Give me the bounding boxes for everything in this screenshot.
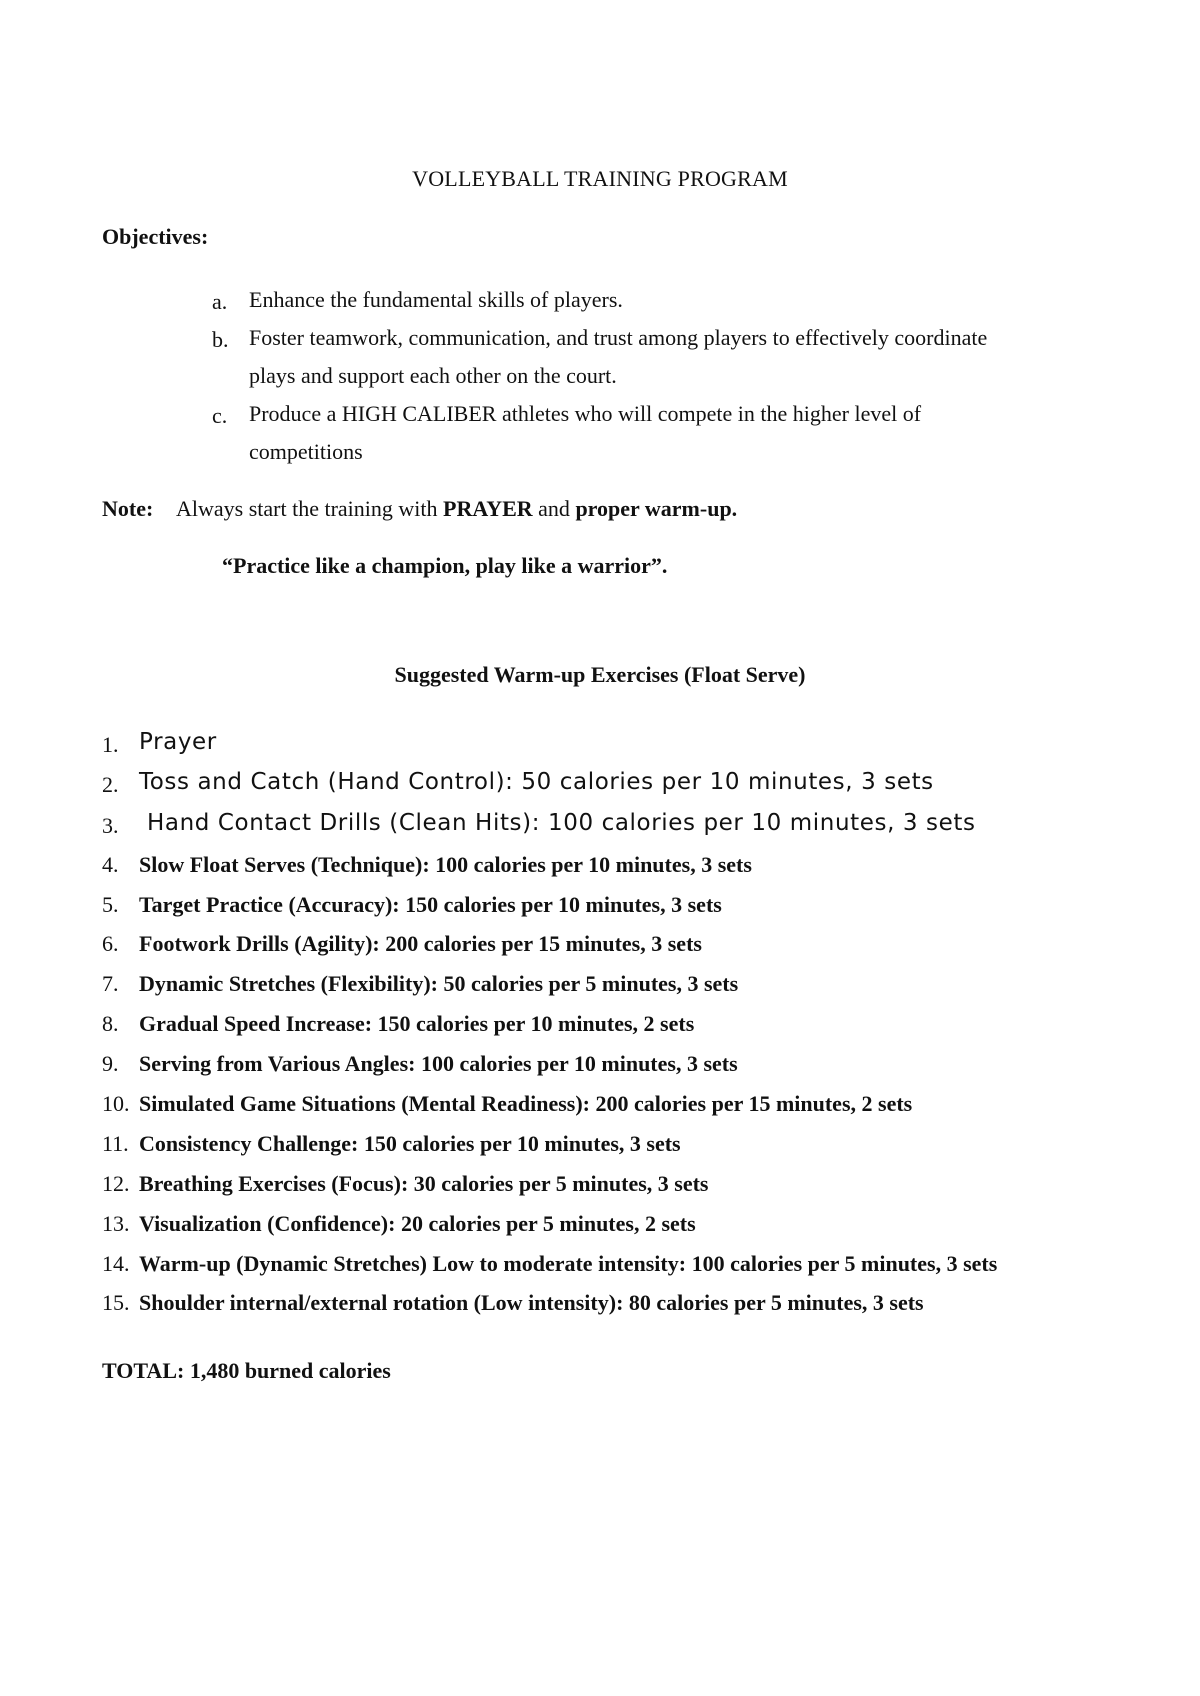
exercise-text: Prayer [139,729,217,755]
objective-marker: a. [212,289,228,314]
exercise-text: Consistency Challenge: 150 calories per 10 minutes, 3 sets [139,1131,681,1156]
exercise-number: 12. [102,1171,130,1196]
note-text [176,496,737,522]
objective-line: Foster teamwork, communication, and trust among players to effectively coordinate [249,325,988,350]
objective-line: competitions [249,439,363,464]
objective-marker: b. [212,327,229,352]
note-emphasis-prayer: PRAYER [443,496,533,521]
note-emphasis-warmup: proper warm-up. [575,496,738,521]
note-text-start: Always start the training with [176,496,444,521]
note-text-middle: and [532,496,576,521]
exercise-number: 8. [102,1011,119,1036]
exercise-number: 14. [102,1251,130,1276]
exercise-text: Dynamic Stretches (Flexibility): 50 calories per 5 minutes, 3 sets [139,971,739,996]
exercise-text: Simulated Game Situations (Mental Readiness): 200 calories per 15 minutes, 2 sets [139,1091,913,1116]
exercise-number: 2. [102,772,119,797]
exercise-text: Slow Float Serves (Technique): 100 calories per 10 minutes, 3 sets [139,852,752,877]
document-title: VOLLEYBALL TRAINING PROGRAM [412,166,788,191]
exercise-number: 13. [102,1211,130,1236]
exercise-text: Serving from Various Angles: 100 calories per 10 minutes, 3 sets [139,1051,738,1076]
objectives-heading: Objectives: [102,224,209,249]
exercise-text: Warm-up (Dynamic Stretches) Low to moderate intensity: 100 calories per 5 minutes, 3 sets [139,1251,998,1276]
exercise-text: Hand Contact Drills (Clean Hits): 100 calories per 10 minutes, 3 sets [147,810,976,836]
exercise-text: Footwork Drills (Agility): 200 calories per 15 minutes, 3 sets [139,931,702,956]
motto-quote: “Practice like a champion, play like a warrior”. [222,553,668,578]
exercise-text: Breathing Exercises (Focus): 30 calories per 5 minutes, 3 sets [139,1171,709,1196]
exercise-text: Toss and Catch (Hand Control): 50 calories per 10 minutes, 3 sets [139,769,934,795]
exercise-number: 15. [102,1290,130,1315]
exercise-number: 4. [102,852,119,877]
exercise-number: 10. [102,1091,130,1116]
note-label: Note: [102,496,154,521]
exercise-number: 6. [102,931,119,956]
exercise-number: 1. [102,732,119,757]
warmup-heading: Suggested Warm-up Exercises (Float Serve) [394,662,806,687]
objective-line: plays and support each other on the court. [249,363,617,388]
exercise-number: 3. [102,813,119,838]
exercise-text: Gradual Speed Increase: 150 calories per 10 minutes, 2 sets [139,1011,695,1036]
exercise-number: 7. [102,971,119,996]
objective-line: Produce a HIGH CALIBER athletes who will compete in the higher level of [249,401,922,426]
exercise-text: Target Practice (Accuracy): 150 calories per 10 minutes, 3 sets [139,892,722,917]
exercise-text: Visualization (Confidence): 20 calories per 5 minutes, 2 sets [139,1211,696,1236]
exercise-number: 11. [102,1131,129,1156]
exercise-number: 5. [102,892,119,917]
exercise-number: 9. [102,1051,119,1076]
objective-marker: c. [212,403,228,428]
exercise-text: Shoulder internal/external rotation (Low intensity): 80 calories per 5 minutes, 3 sets [139,1290,924,1315]
objective-line: Enhance the fundamental skills of players. [249,287,623,312]
total-calories: TOTAL: 1,480 burned calories [102,1358,391,1383]
